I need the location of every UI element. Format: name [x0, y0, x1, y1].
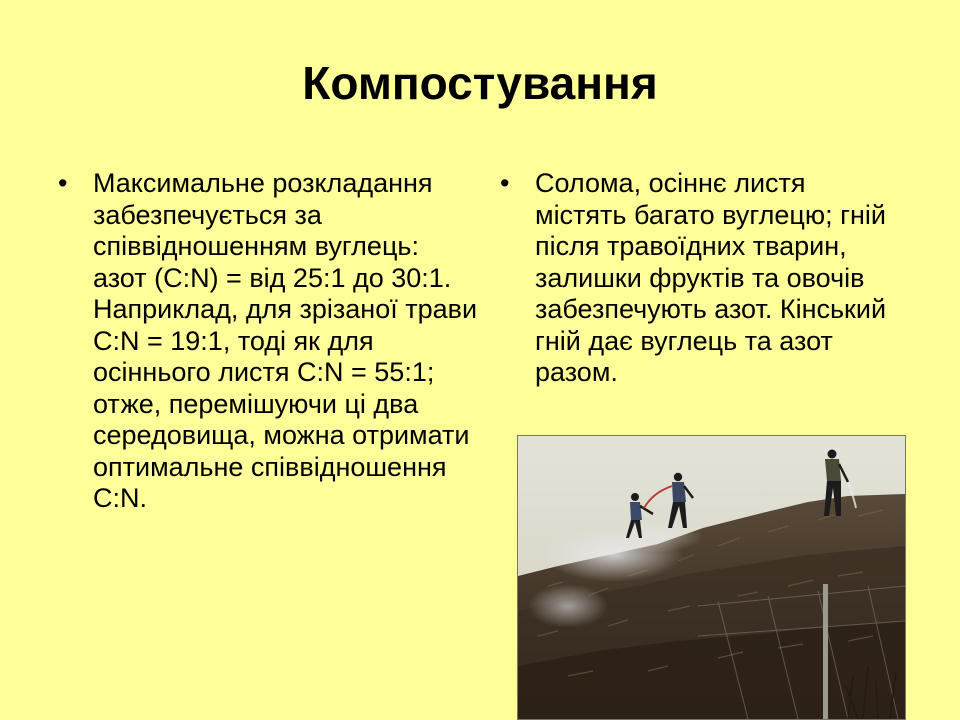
compost-photo	[517, 435, 906, 720]
right-column	[500, 168, 900, 389]
left-column	[58, 168, 478, 515]
fence-post	[823, 584, 828, 719]
left-bullet: • Максимальне розкладання забезпечується за співвідношенням вуглець: азот (C:N) = від 25:1 до 30:1. Наприклад, для зрізаної трави C:N = 19:1, тоді як для осіннього листя C:N = 55:1; отже, перемішуючи ці два середовища, можна отримати оптимальне співвідношення C:N.	[58, 168, 478, 515]
slide-title: Компостування	[302, 57, 658, 109]
right-bullet: • Солома, осіннє листя містять багато вуглецю; гній після травоїдних тварин, залишки фруктів та овочів забезпечують азот. Кінський гній дає вуглець та азот разом.	[500, 168, 900, 389]
